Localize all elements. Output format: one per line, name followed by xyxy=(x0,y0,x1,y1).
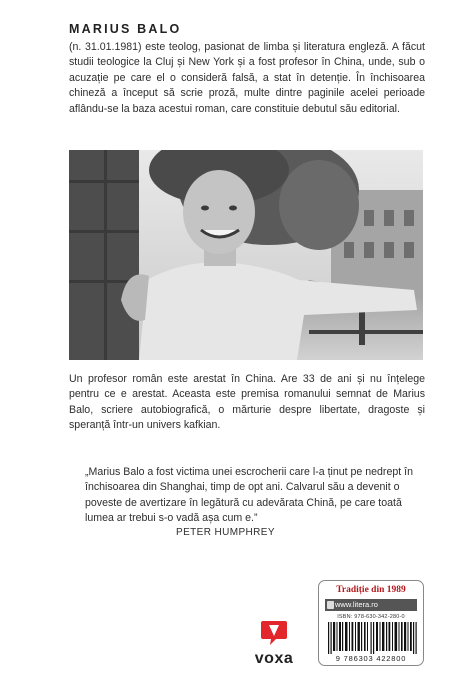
isbn-label: ISBN: 978-630-342-280-0 xyxy=(337,614,405,620)
author-bio: (n. 31.01.1981) este teolog, pasionat de limba și literatura engleză. A făcut studii teologice la Cluj și New York și a fost profesor în China, unde, sub o acuzație pe care el o consideră falsă, a stat în detenție. În închisoarea chineză a început să scrie proză, multe dintre paginile acelei perioade aflându-se la baza acestui roman, care constituie debutul său editorial. xyxy=(69,41,425,115)
author-photo xyxy=(69,150,423,360)
tradition-label: Tradiție din 1989 xyxy=(336,585,406,595)
voxa-logo-icon xyxy=(260,620,288,646)
website-label: www.litera.ro xyxy=(335,600,378,609)
publisher-name: voxa xyxy=(254,650,294,667)
publisher-logo xyxy=(244,620,304,680)
quote-author: PETER HUMPHREY xyxy=(176,527,275,538)
review-quote: „Marius Balo a fost victima unei escrocherii care l-a ținut pe nedrept în închisoarea din Shanghai, timp de opt ani. Calvarul său a devenit o poveste de avertizare în legătură cu adevărata Chină, pe care toată lumea ar trebui s-o vadă așa cum e.” xyxy=(85,466,413,525)
barcode-digits: 9 786303 422800 xyxy=(335,654,407,663)
book-blurb: Un profesor român este arestat în China. Are 33 de ani și nu înțelege pentru ce e arestat. Aceasta este premisa romanului semnat de Marius Balo, scriere autobiografică, o mărturie despre libertate, dragoste și speranță într-un univers kafkian. xyxy=(69,373,425,432)
website-bar xyxy=(325,599,417,611)
author-name: MARIUS BALO xyxy=(69,22,182,36)
barcode-bars xyxy=(326,622,418,654)
book-icon xyxy=(327,601,334,609)
barcode-box xyxy=(318,580,424,666)
